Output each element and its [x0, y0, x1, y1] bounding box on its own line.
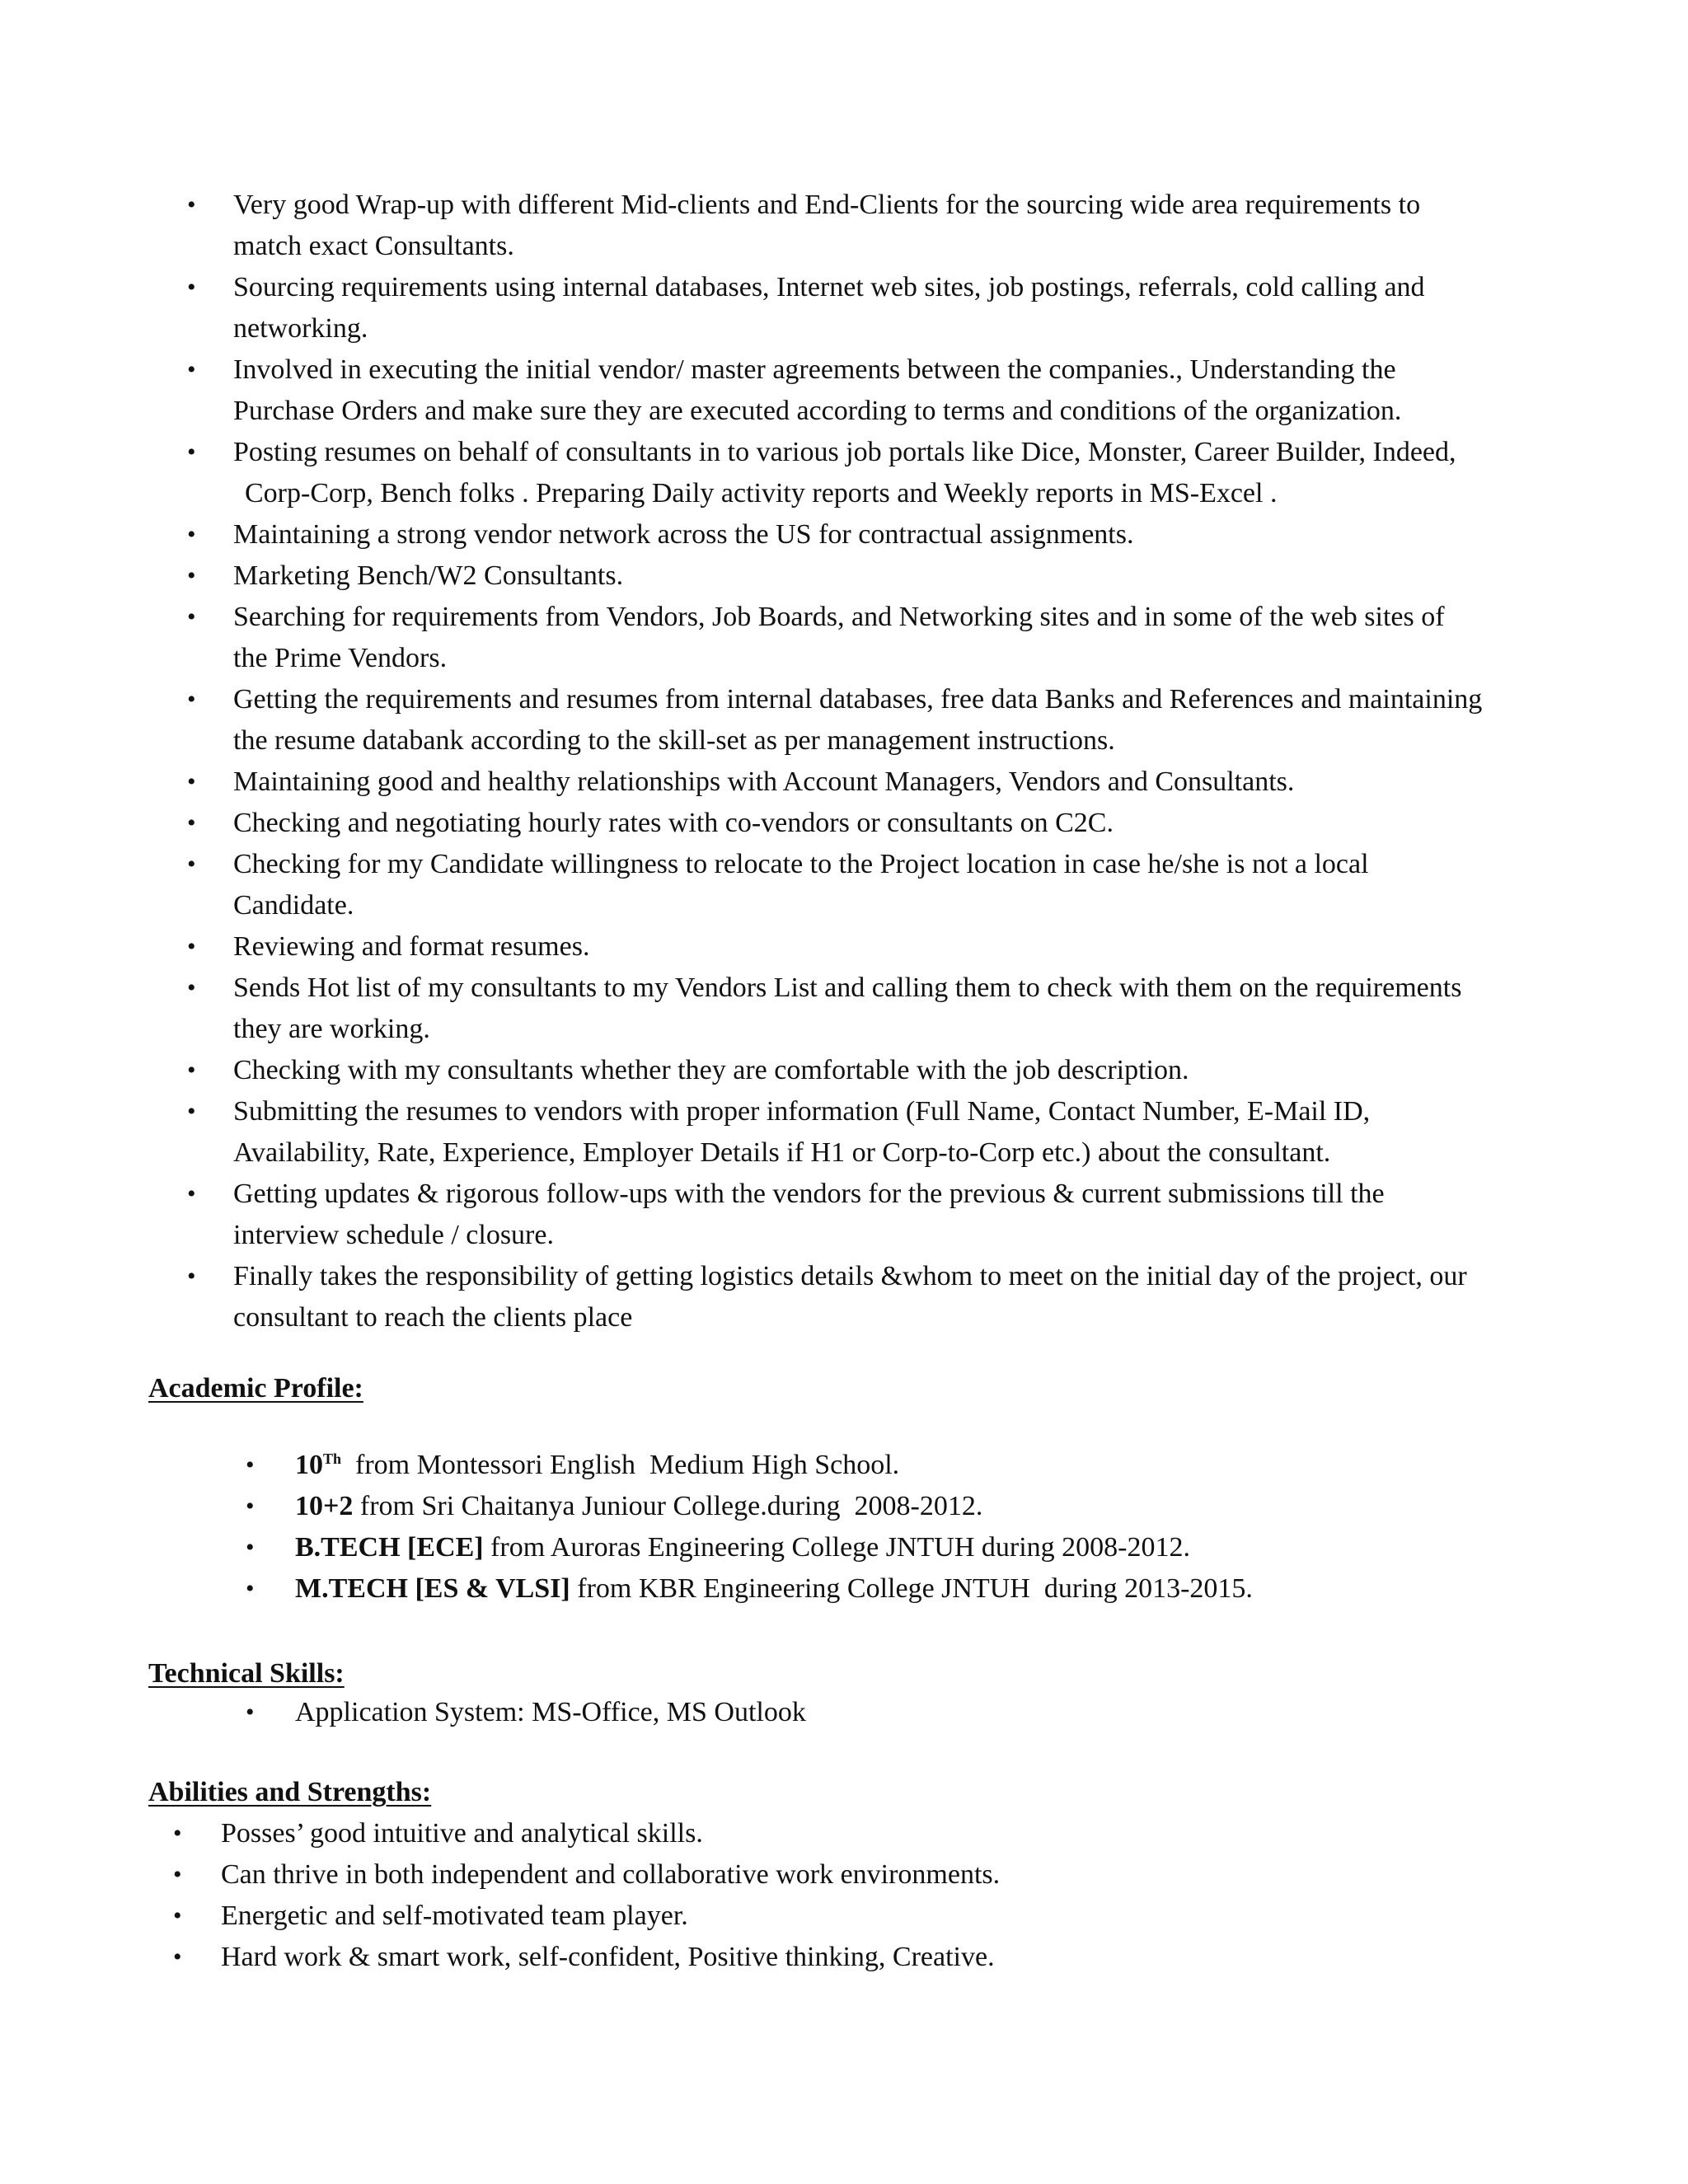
bullet-icon: •	[246, 1493, 255, 1520]
abilities-strengths-list	[173, 1813, 1457, 1978]
bullet-icon: •	[246, 1534, 255, 1561]
list-item: • Getting updates & rigorous follow-ups with the vendors for the previous & current submissions till the interview schedule / closure.	[233, 1174, 1568, 1256]
list-item: • Marketing Bench/W2 Consultants.	[233, 555, 1568, 597]
technical-skills-list	[246, 1692, 1531, 1733]
list-item: • Checking and negotiating hourly rates with co-vendors or consultants on C2C.	[233, 803, 1568, 844]
list-item: • Can thrive in both independent and collaborative work environments.	[221, 1854, 1457, 1896]
bullet-icon: •	[173, 1902, 182, 1929]
list-item: • Application System: MS-Office, MS Outlook	[295, 1692, 1531, 1733]
bullet-icon: •	[187, 686, 196, 713]
bullet-icon: •	[187, 1098, 196, 1125]
bullet-icon: •	[187, 851, 196, 878]
bullet-icon: •	[187, 933, 196, 960]
list-item: • Posting resumes on behalf of consultants in to various job portals like Dice, Monster, Career Builder, Indeed, Corp-Corp, Bench folks . Preparing Daily activity reports and Weekly reports in MS-Excel .	[233, 432, 1568, 514]
list-item: • Searching for requirements from Vendors, Job Boards, and Networking sites and in some of the web sites of the Prime Vendors.	[233, 597, 1568, 679]
responsibilities-list	[187, 185, 1568, 1338]
list-item: • Reviewing and format resumes.	[233, 926, 1568, 968]
list-item: • Sends Hot list of my consultants to my Vendors List and calling them to check with them on the requirements they are working.	[233, 968, 1568, 1050]
bullet-icon: •	[187, 1180, 196, 1207]
bullet-icon: •	[187, 191, 196, 218]
bullet-icon: •	[173, 1861, 182, 1888]
list-item: • Checking with my consultants whether they are comfortable with the job description.	[233, 1050, 1568, 1091]
list-item: • Maintaining good and healthy relationships with Account Managers, Vendors and Consultants.	[233, 762, 1568, 803]
list-item: • Maintaining a strong vendor network across the US for contractual assignments.	[233, 514, 1568, 555]
list-item: • Energetic and self-motivated team player.	[221, 1896, 1457, 1937]
list-item: • Finally takes the responsibility of getting logistics details &whom to meet on the initial day of the project, our consultant to reach the clients place	[233, 1256, 1568, 1338]
bullet-icon: •	[246, 1451, 255, 1479]
list-item: • M.TECH [ES & VLSI] from KBR Engineering College JNTUH during 2013-2015.	[295, 1568, 1531, 1610]
bullet-icon: •	[187, 274, 196, 301]
list-item: • 10Th from Montessori English Medium High School.	[295, 1445, 1531, 1486]
list-item: • 10+2 from Sri Chaitanya Juniour College.during 2008-2012.	[295, 1486, 1531, 1527]
list-item: • Getting the requirements and resumes from internal databases, free data Banks and References and maintaining the resume databank according to the skill-set as per management instructions.	[233, 679, 1568, 762]
list-item: • B.TECH [ECE] from Auroras Engineering College JNTUH during 2008-2012.	[295, 1527, 1531, 1568]
academic-profile-heading: Academic Profile:	[148, 1373, 363, 1404]
list-item: • Involved in executing the initial vendor/ master agreements between the companies., Understanding the Purchase Orders and make sure they are executed according to terms and conditions of the organization.	[233, 349, 1568, 432]
list-item: • Hard work & smart work, self-confident, Positive thinking, Creative.	[221, 1937, 1457, 1978]
bullet-icon: •	[187, 356, 196, 383]
bullet-icon: •	[187, 438, 196, 466]
list-item: • Very good Wrap-up with different Mid-clients and End-Clients for the sourcing wide area requirements to match exact Consultants.	[233, 185, 1568, 267]
list-item: • Submitting the resumes to vendors with proper information (Full Name, Contact Number, E-Mail ID, Availability, Rate, Experience, Employer Details if H1 or Corp-to-Corp etc.) about the consultant.	[233, 1091, 1568, 1174]
bullet-icon: •	[187, 768, 196, 795]
bullet-icon: •	[187, 603, 196, 630]
bullet-icon: •	[187, 974, 196, 1001]
list-item: • Sourcing requirements using internal databases, Internet web sites, job postings, referrals, cold calling and networking.	[233, 267, 1568, 349]
bullet-icon: •	[173, 1943, 182, 1971]
bullet-icon: •	[187, 809, 196, 837]
abilities-strengths-heading: Abilities and Strengths:	[148, 1777, 432, 1807]
bullet-icon: •	[187, 1263, 196, 1290]
bullet-icon: •	[187, 1057, 196, 1084]
academic-profile-list	[246, 1445, 1531, 1610]
list-item: • Checking for my Candidate willingness to relocate to the Project location in case he/she is not a local Candidate.	[233, 844, 1568, 926]
bullet-icon: •	[173, 1820, 182, 1847]
technical-skills-heading: Technical Skills:	[148, 1658, 345, 1689]
bullet-icon: •	[187, 562, 196, 589]
list-item: • Posses’ good intuitive and analytical skills.	[221, 1813, 1457, 1854]
bullet-icon: •	[246, 1699, 255, 1726]
bullet-icon: •	[187, 521, 196, 548]
bullet-icon: •	[246, 1575, 255, 1602]
